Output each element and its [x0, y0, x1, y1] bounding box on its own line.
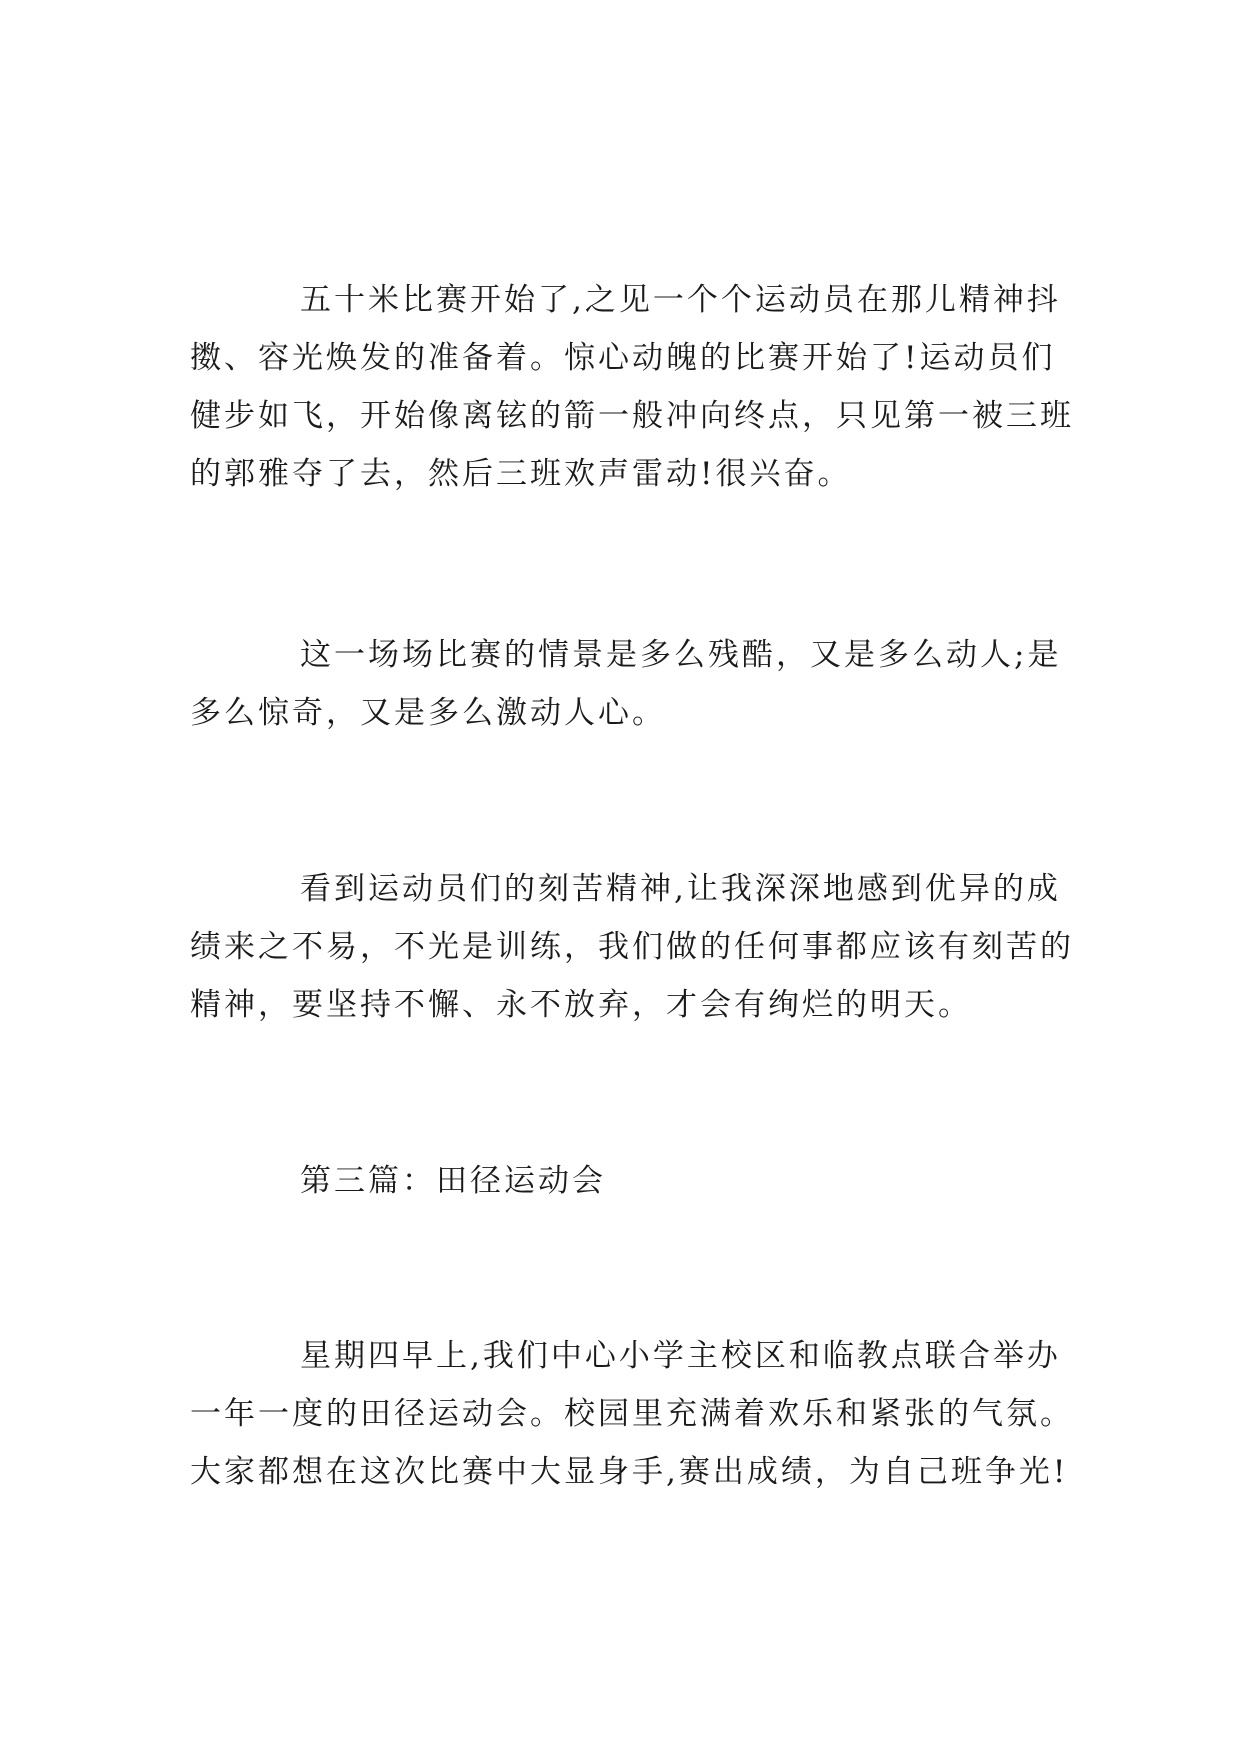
- paragraph-line: 五十米比赛开始了,之见一个个运动员在那儿精神抖: [300, 282, 1061, 318]
- paragraph-race-scenes: [190, 626, 1060, 742]
- paragraph-track-and-field-meet: [190, 1327, 1074, 1501]
- section-heading-text: 第三篇：田径运动会: [300, 1163, 606, 1199]
- paragraph-line: 绩来之不易，不光是训练，我们做的任何事都应该有刻苦的: [190, 929, 1074, 965]
- paragraph-line: 擞、容光焕发的准备着。惊心动魄的比赛开始了!运动员们: [190, 340, 1056, 376]
- paragraph-line: 的郭雅夺了去，然后三班欢声雷动!很兴奋。: [190, 456, 852, 492]
- paragraph-fifty-meter-race: [190, 271, 1074, 503]
- paragraph-line: 星期四早上,我们中心小学主校区和临教点联合举办: [300, 1338, 1061, 1374]
- section-heading: [190, 1152, 1060, 1210]
- paragraph-line: 这一场场比赛的情景是多么残酷，又是多么动人;是: [300, 637, 1062, 673]
- paragraph-line: 精神，要坚持不懈、永不放弃，才会有绚烂的明天。: [190, 987, 972, 1023]
- paragraph-line: 看到运动员们的刻苦精神,让我深深地感到优异的成: [300, 871, 1061, 907]
- paragraph-line: 大家都想在这次比赛中大显身手,赛出成绩，为自己班争光!: [190, 1454, 1069, 1490]
- paragraph-line: 多么惊奇，又是多么激动人心。: [190, 695, 666, 731]
- paragraph-line: 健步如飞，开始像离铉的箭一般冲向终点，只见第一被三班: [190, 398, 1074, 434]
- paragraph-line: 一年一度的田径运动会。校园里充满着欢乐和紧张的气氛。: [190, 1396, 1074, 1432]
- paragraph-hard-work-spirit: [190, 860, 1074, 1034]
